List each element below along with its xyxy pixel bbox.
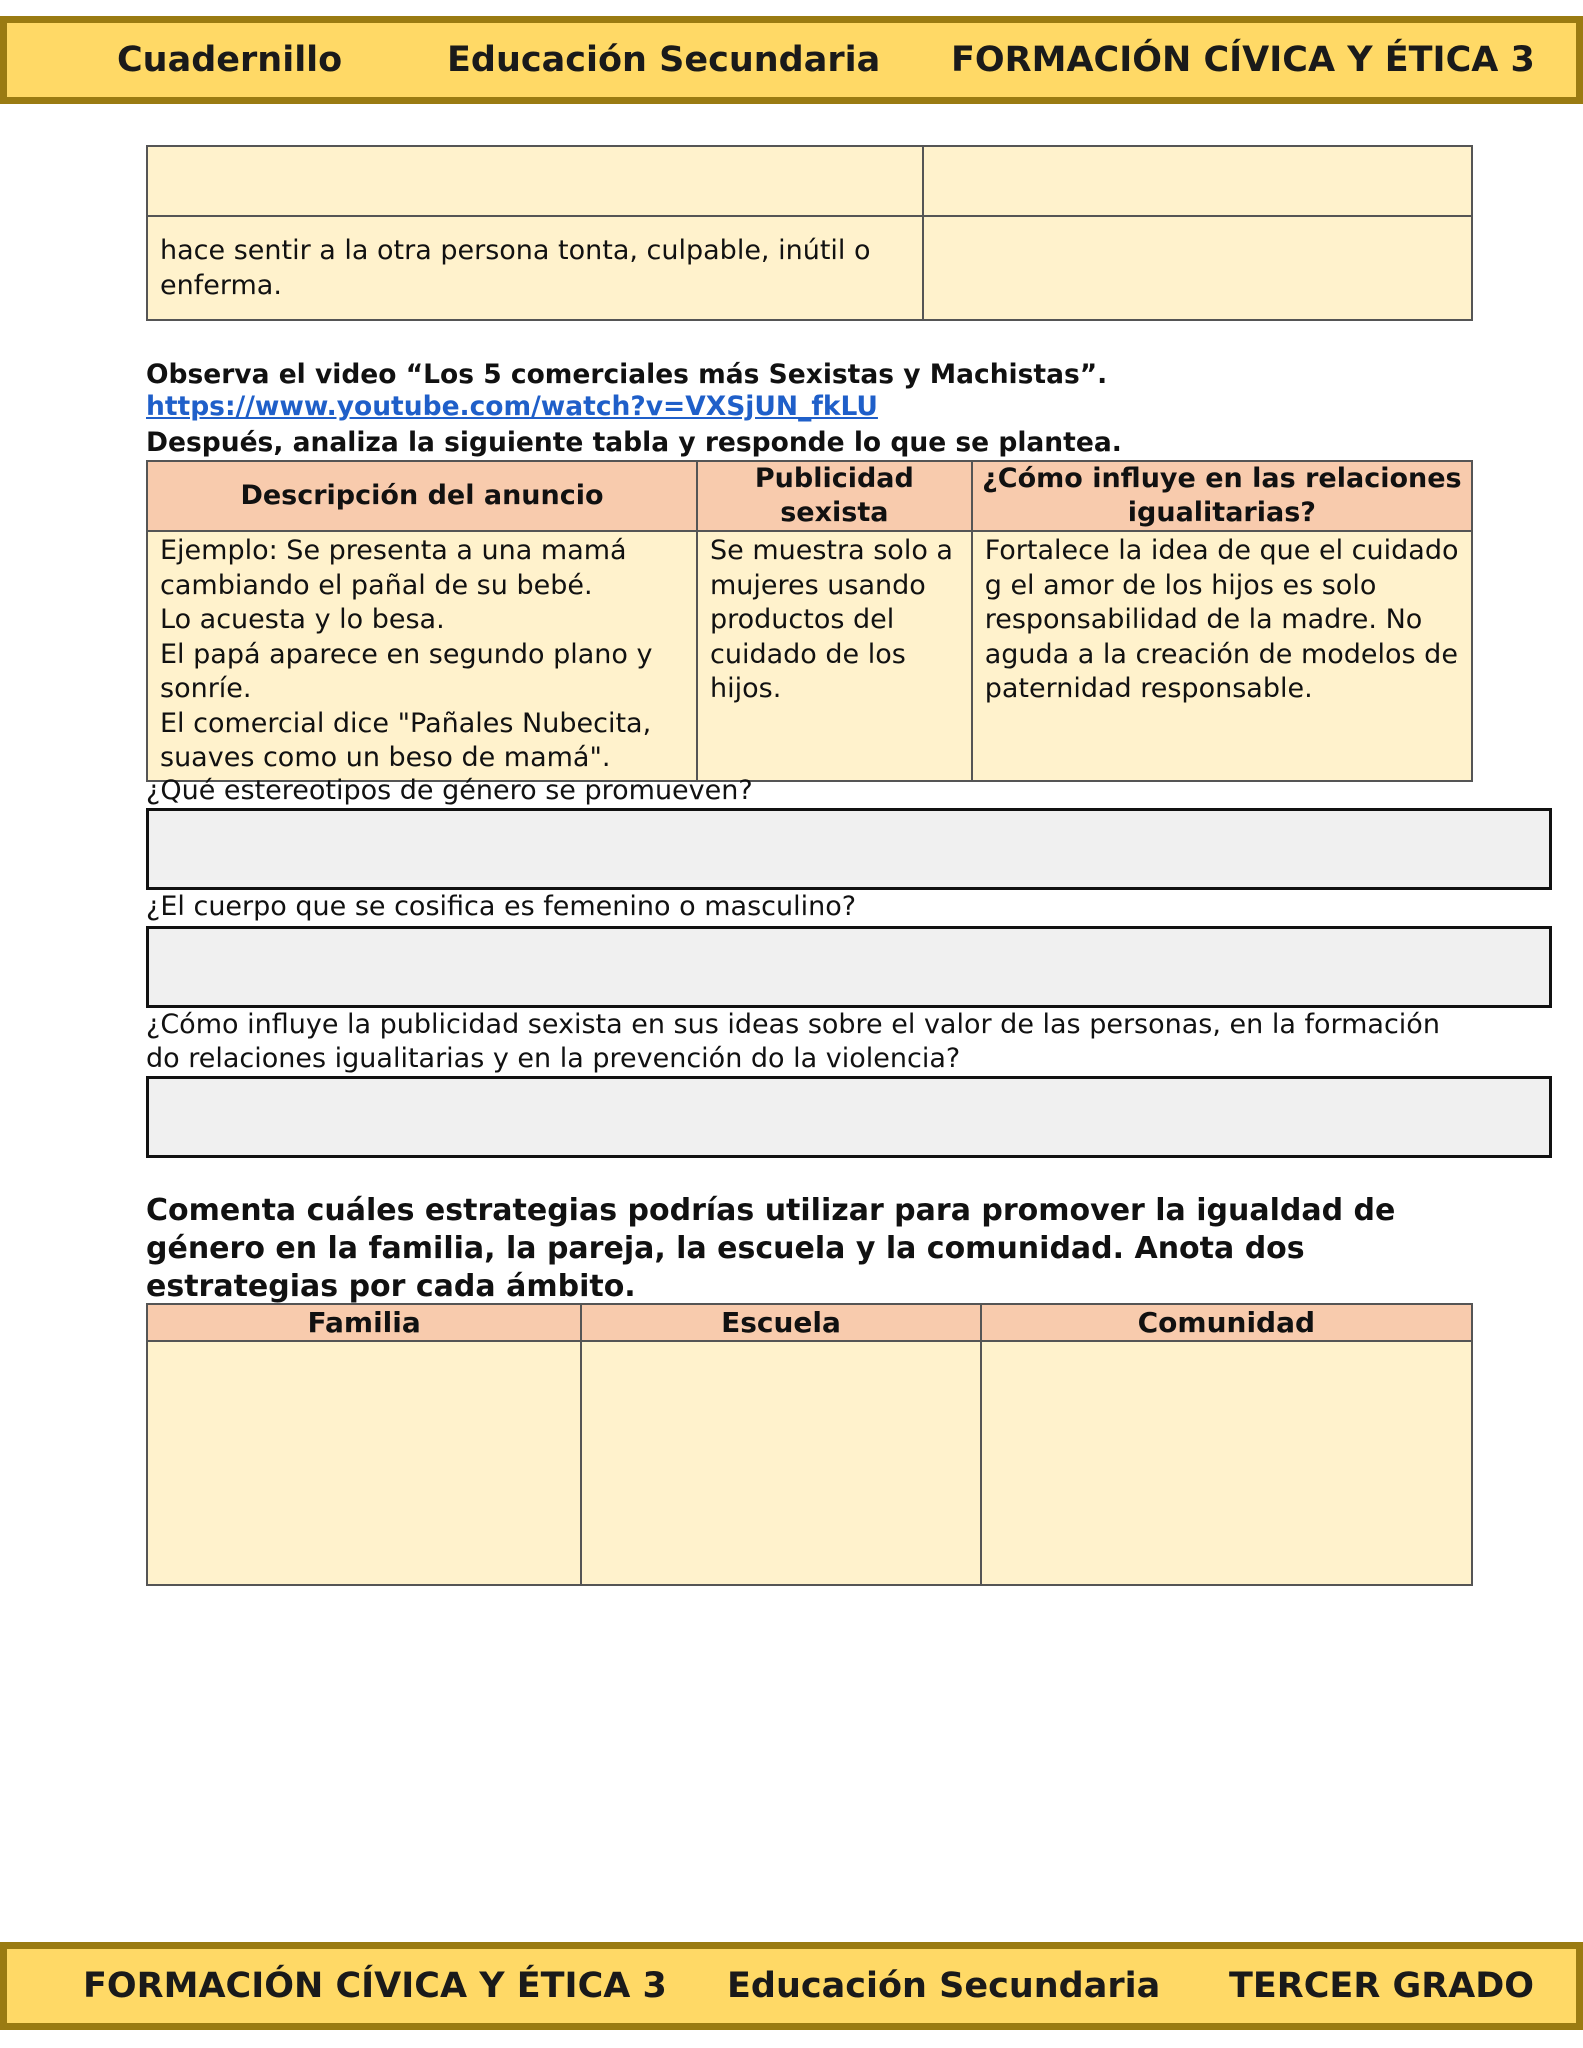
- question-stereotypes: ¿Qué estereotipos de género se promueven?: [146, 775, 753, 806]
- table-row: [147, 531, 1472, 781]
- escuela-answer-cell[interactable]: [581, 1341, 980, 1585]
- table-instruction: Después, analiza la siguiente tabla y responde lo que se plantea.: [146, 427, 1122, 458]
- table-row: [147, 1341, 1472, 1585]
- header-left: Cuadernillo: [117, 40, 343, 80]
- sexist-cell: Se muestra solo a mujeres usando productos del cuidado de los hijos.: [697, 531, 972, 781]
- table-header-row: [147, 461, 1472, 531]
- footer-center: Educación Secundaria: [727, 1966, 1161, 2006]
- strategy-table: [146, 1303, 1473, 1586]
- page-header: [0, 16, 1583, 104]
- footer-left: FORMACIÓN CÍVICA Y ÉTICA 3: [83, 1966, 667, 2006]
- answer-box-sexist-advertising[interactable]: [146, 1076, 1552, 1158]
- table-row: [147, 216, 1472, 320]
- comunidad-answer-cell[interactable]: [981, 1341, 1472, 1585]
- top-table: [146, 145, 1473, 321]
- column-header: ¿Cómo influye en las relaciones igualitarias?: [972, 461, 1472, 531]
- page-footer: [0, 1942, 1583, 2030]
- description-line: El comercial dice "Pañales Nubecita, suaves como un beso de mamá".: [160, 707, 652, 773]
- table-cell: [147, 146, 923, 216]
- strategy-prompt: Comenta cuáles estrategias podrías utilizar para promover la igualdad de género en la familia, la pareja, la escuela y la comunidad. Anota dos estrategias por cada ámbito.: [146, 1193, 1396, 1304]
- influence-cell: Fortalece la idea de que el cuidado g el amor de los hijos es solo responsabilidad de la madre. No aguda a la creación de modelos de paternidad responsable.: [972, 531, 1472, 781]
- column-header: Descripción del anuncio: [147, 461, 697, 531]
- table-cell: [923, 216, 1472, 320]
- table-header-row: [147, 1304, 1472, 1341]
- question-objectified-body: ¿El cuerpo que se cosifica es femenino o masculino?: [146, 891, 857, 922]
- answer-box-stereotypes[interactable]: [146, 808, 1552, 890]
- column-header-familia: Familia: [147, 1304, 581, 1341]
- column-header: Publicidad sexista: [697, 461, 972, 531]
- description-cell: [147, 531, 697, 781]
- header-center: Educación Secundaria: [447, 40, 881, 80]
- column-header-escuela: Escuela: [581, 1304, 980, 1341]
- footer-right: TERCER GRADO: [1229, 1966, 1535, 2006]
- table-cell: [923, 146, 1472, 216]
- video-link[interactable]: https://www.youtube.com/watch?v=VXSjUN_fkLU: [146, 391, 878, 422]
- description-line: El papá aparece en segundo plano y sonríe.: [160, 638, 653, 704]
- header-right: FORMACIÓN CÍVICA Y ÉTICA 3: [951, 40, 1535, 80]
- familia-answer-cell[interactable]: [147, 1341, 581, 1585]
- column-header-comunidad: Comunidad: [981, 1304, 1472, 1341]
- answer-box-objectified-body[interactable]: [146, 926, 1552, 1008]
- table-row: [147, 146, 1472, 216]
- ad-analysis-table: [146, 460, 1473, 782]
- description-line: Lo acuesta y lo besa.: [160, 604, 445, 635]
- video-instruction: Observa el video “Los 5 comerciales más Sexistas y Machistas”.: [146, 359, 1108, 390]
- description-line: Ejemplo: Se presenta a una mamá cambiando el pañal de su bebé.: [160, 535, 627, 601]
- table-cell: hace sentir a la otra persona tonta, culpable, inútil o enferma.: [147, 216, 923, 320]
- question-sexist-advertising: ¿Cómo influye la publicidad sexista en sus ideas sobre el valor de las personas, en la formación do relaciones igualitarias y en la prevención do la violencia?: [146, 1009, 1440, 1074]
